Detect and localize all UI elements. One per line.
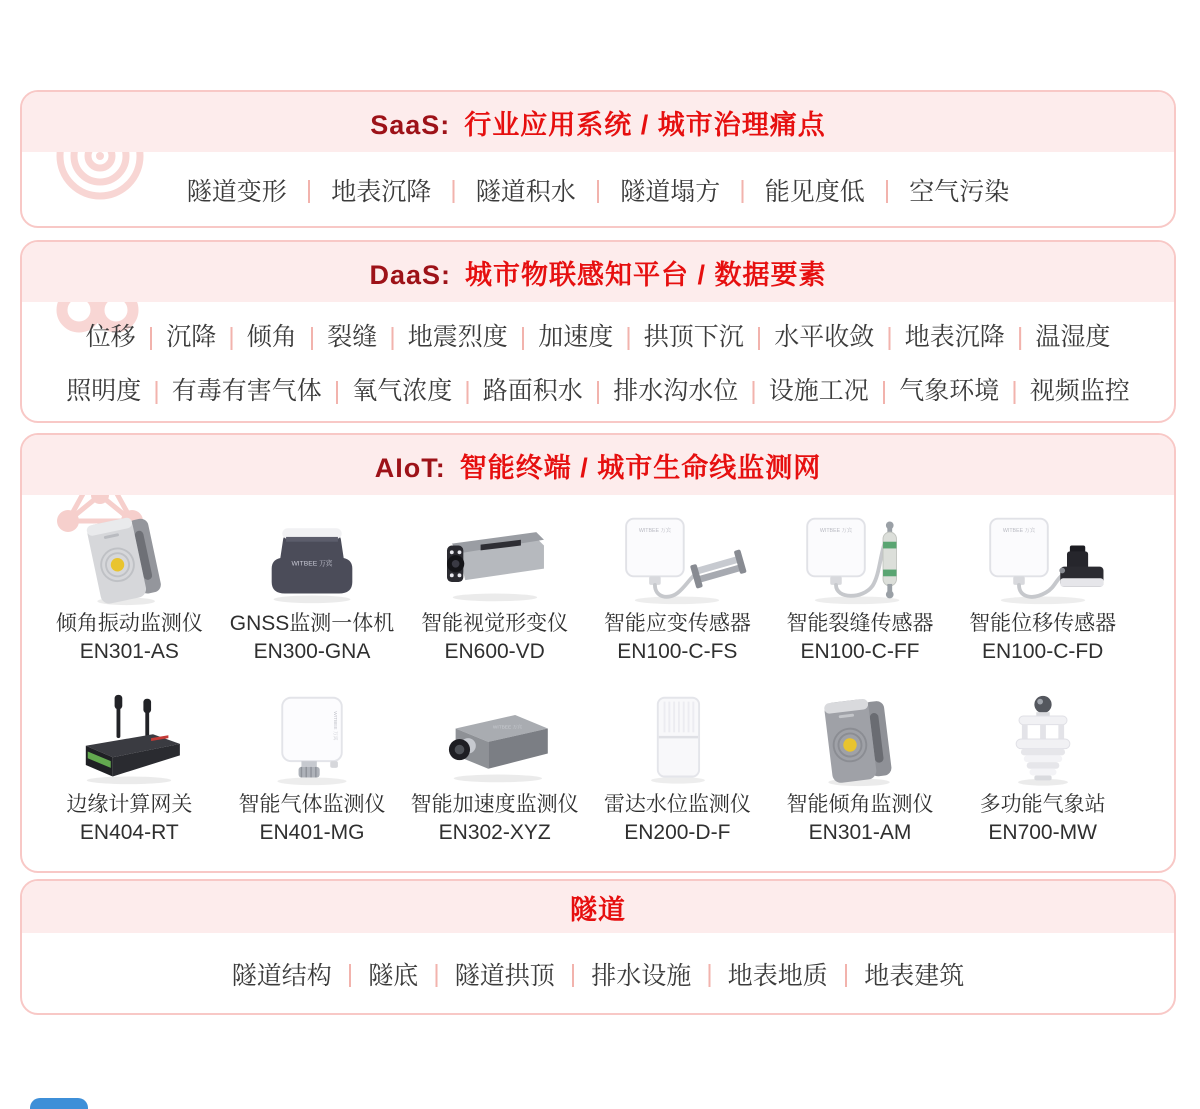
item-separator: | xyxy=(153,377,160,405)
item-separator: | xyxy=(464,377,471,405)
gnss-device-image xyxy=(221,509,404,607)
item-separator: | xyxy=(305,175,313,204)
product-grid xyxy=(22,495,1174,871)
product-name: 智能应变传感器 xyxy=(603,612,751,635)
item-separator: | xyxy=(625,323,632,351)
product-model: EN100-C-FS xyxy=(617,640,738,663)
product-card xyxy=(586,690,769,847)
item-separator: | xyxy=(594,377,602,405)
product-card xyxy=(221,690,404,847)
keyword-item: 裂缝 xyxy=(327,323,378,351)
product-model: EN300-GNA xyxy=(253,640,371,663)
item-separator: | xyxy=(755,323,763,351)
item-separator: | xyxy=(842,959,850,988)
daas-title xyxy=(369,253,826,292)
saas-section-card xyxy=(20,90,1176,228)
keyword-item: 照明度 xyxy=(66,377,142,405)
product-model: EN404-RT xyxy=(79,821,179,844)
item-separator: | xyxy=(886,323,893,351)
product-card xyxy=(586,509,769,666)
keyword-item: 地表建筑 xyxy=(864,962,965,990)
tunnel-header-band xyxy=(22,881,1174,933)
brand-mark: WITBEE 万宾 xyxy=(492,725,522,731)
keyword-item: 设施工况 xyxy=(768,377,869,405)
product-name: 雷达水位监测仪 xyxy=(603,793,751,816)
keyword-item: 视频监控 xyxy=(1029,377,1130,405)
keyword-item: 气象环境 xyxy=(899,377,1000,405)
product-name: GNSS监测一体机 xyxy=(229,612,395,635)
daas-title-text: 城市物联感知平台 / 数据要素 xyxy=(465,259,827,290)
displacement-sensor-device-image xyxy=(951,509,1134,607)
product-card xyxy=(769,509,952,666)
product-name: 智能位移传感器 xyxy=(969,612,1117,635)
crack-sensor-device-image xyxy=(769,509,952,607)
daas-keyword-row-2 xyxy=(22,364,1174,418)
strain-sensor-device-image xyxy=(586,509,769,607)
tunnel-keyword-row xyxy=(232,956,965,992)
tunnel-body xyxy=(22,933,1174,1015)
tilt-vibration-device-image xyxy=(38,509,221,607)
keyword-item: 隧道塌方 xyxy=(620,178,721,206)
product-model: EN301-AM xyxy=(808,821,912,844)
keyword-item: 沉降 xyxy=(166,323,217,351)
keyword-item: 空气污染 xyxy=(909,178,1010,206)
product-card xyxy=(951,690,1134,847)
product-name: 倾角振动监测仪 xyxy=(55,612,203,635)
item-separator: | xyxy=(519,323,527,351)
accelerometer-device-image xyxy=(403,690,586,788)
product-model: EN401-MG xyxy=(259,821,365,844)
daas-keyword-row-1 xyxy=(22,310,1174,364)
item-separator: | xyxy=(706,959,713,988)
item-separator: | xyxy=(1016,323,1024,351)
item-separator: | xyxy=(450,175,457,204)
keyword-item: 隧道结构 xyxy=(231,962,332,990)
keyword-item: 能见度低 xyxy=(764,178,865,206)
product-name: 智能裂缝传感器 xyxy=(786,612,934,635)
keyword-item: 位移 xyxy=(85,323,136,351)
aiot-title-prefix: AIoT: xyxy=(374,452,446,483)
gas-monitor-device-image xyxy=(221,690,404,788)
item-separator: | xyxy=(569,959,577,988)
weather-station-device-image xyxy=(951,690,1134,788)
saas-keyword-row xyxy=(187,172,1010,208)
brand-mark: WITBEE 万宾 xyxy=(639,528,672,535)
edge-gateway-device-image xyxy=(38,690,221,788)
keyword-item: 隧底 xyxy=(368,962,419,990)
product-model: EN301-AS xyxy=(79,640,179,663)
item-separator: | xyxy=(228,323,235,351)
item-separator: | xyxy=(1011,377,1018,405)
keyword-item: 隧道积水 xyxy=(475,178,576,206)
keyword-item: 氧气浓度 xyxy=(352,377,453,405)
keyword-item: 地表沉降 xyxy=(331,178,432,206)
brand-mark: WITBEE 万宾 xyxy=(291,560,333,568)
item-separator: | xyxy=(333,377,341,405)
keyword-item: 地震烈度 xyxy=(407,323,508,351)
next-section-peek xyxy=(30,1098,88,1109)
product-model: EN700-MW xyxy=(988,821,1097,844)
product-card xyxy=(38,509,221,666)
camera-device-image xyxy=(403,509,586,607)
keyword-item: 路面积水 xyxy=(482,377,583,405)
keyword-item: 排水设施 xyxy=(591,962,692,990)
tunnel-section-card xyxy=(20,879,1176,1015)
aiot-header-band xyxy=(22,435,1174,495)
product-model: EN100-C-FD xyxy=(981,640,1104,663)
keyword-item: 排水沟水位 xyxy=(613,377,739,405)
product-card xyxy=(38,690,221,847)
item-separator: | xyxy=(308,323,316,351)
item-separator: | xyxy=(433,959,440,988)
tilt-monitor-device-image xyxy=(769,690,952,788)
item-separator: | xyxy=(880,377,888,405)
keyword-item: 隧道变形 xyxy=(186,178,287,206)
saas-title-prefix: SaaS: xyxy=(370,109,451,140)
item-separator: | xyxy=(750,377,757,405)
aiot-title-text: 智能终端 / 城市生命线监测网 xyxy=(459,452,822,483)
keyword-item: 拱顶下沉 xyxy=(643,323,744,351)
keyword-item: 加速度 xyxy=(538,323,614,351)
saas-header-band xyxy=(22,92,1174,152)
keyword-item: 水平收敛 xyxy=(774,323,875,351)
daas-header-band xyxy=(22,242,1174,302)
product-model: EN200-D-F xyxy=(624,821,731,844)
brand-mark: WITBEE 万宾 xyxy=(1002,528,1035,535)
daas-title-prefix: DaaS: xyxy=(369,259,451,290)
keyword-item: 倾角 xyxy=(246,323,297,351)
product-name: 边缘计算网关 xyxy=(66,793,193,816)
product-card xyxy=(403,509,586,666)
keyword-item: 温湿度 xyxy=(1035,323,1111,351)
product-card xyxy=(951,509,1134,666)
saas-title xyxy=(370,103,826,142)
saas-body xyxy=(22,152,1174,228)
product-name: 智能加速度监测仪 xyxy=(410,793,579,816)
item-separator: | xyxy=(594,175,602,204)
keyword-item: 地表地质 xyxy=(727,962,828,990)
tunnel-title-text: 隧道 xyxy=(570,894,626,925)
aiot-title xyxy=(375,446,822,485)
saas-title-text: 行业应用系统 / 城市治理痛点 xyxy=(464,109,826,140)
keyword-item: 地表沉降 xyxy=(904,323,1005,351)
daas-section-card xyxy=(20,240,1176,423)
brand-mark: WITBEE 万宾 xyxy=(332,711,338,741)
product-name: 智能视觉形变仪 xyxy=(421,612,569,635)
item-separator: | xyxy=(883,175,891,204)
product-name: 智能倾角监测仪 xyxy=(786,793,934,816)
tunnel-title xyxy=(570,888,626,927)
product-card xyxy=(221,509,404,666)
product-model: EN600-VD xyxy=(444,640,545,663)
product-card xyxy=(403,690,586,847)
product-model: EN302-XYZ xyxy=(438,821,551,844)
aiot-section-card xyxy=(20,433,1176,873)
keyword-item: 有毒有害气体 xyxy=(171,377,322,405)
product-name: 智能气体监测仪 xyxy=(238,793,386,816)
brand-mark: WITBEE 万宾 xyxy=(819,528,853,535)
radar-level-device-image xyxy=(586,690,769,788)
item-separator: | xyxy=(739,175,746,204)
item-separator: | xyxy=(389,323,396,351)
item-separator: | xyxy=(147,323,155,351)
product-card xyxy=(769,690,952,847)
product-model: EN100-C-FF xyxy=(800,640,920,663)
keyword-item: 隧道拱顶 xyxy=(454,962,555,990)
daas-body xyxy=(22,302,1174,418)
item-separator: | xyxy=(346,959,354,988)
product-name: 多功能气象站 xyxy=(979,793,1106,816)
